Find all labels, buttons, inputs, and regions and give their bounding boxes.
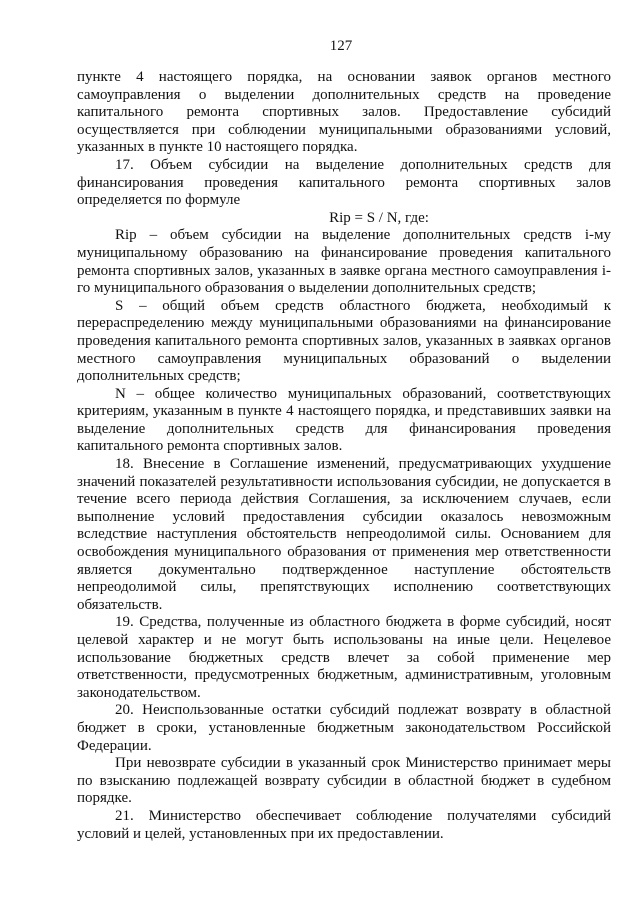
definition-rip: Rip – объем субсидии на выделение дополнительных средств i-му муниципальному образованию на финансирование проведения капитального ремонта спортивных залов, указанных в заявке органа местного самоуправления i-го муниципального образования о выделении дополнительных средств; [77, 227, 611, 297]
definition-s: S – общий объем средств областного бюджета, необходимый к перераспределению между муниципальными образованиями на финансирование проведения капитального ремонта спортивных залов, указанных в заявках органов местного самоуправления муниципальных образований о выделении дополнительных средств; [77, 297, 611, 385]
page-number: 127 [329, 38, 353, 54]
definition-n: N – общее количество муниципальных образований, соответствующих критериям, указанным в пункте 4 настоящего порядка, и представивших заявки на выделение дополнительных средств для финансирования проведения капитального ремонта спортивных залов. [77, 385, 611, 455]
formula: Rip = S / N, где: [329, 209, 429, 226]
paragraph-18: 18. Внесение в Соглашение изменений, предусматривающих ухудшение значений показателей результативности использования субсидии, не допускается в течение всего периода действия Соглашения, за исключением случаев, если выполнение условий предоставления субсидии оказалось невозможным вследствие наступления обстоятельств непреодолимой силы. Основанием для освобождения муниципального образования от применения мер ответственности является документально подтвержденное наступление обстоятельств непреодолимой силы, препятствующих исполнению соответствующих обязательств. [77, 456, 611, 613]
paragraph-17: 17. Объем субсидии на выделение дополнительных средств для финансирования проведения капитального ремонта спортивных залов определяется по формуле [77, 156, 611, 209]
paragraph-21: 21. Министерство обеспечивает соблюдение получателями субсидий условий и целей, установленных при их предоставлении. [77, 807, 611, 842]
paragraph-20-continuation: При невозврате субсидии в указанный срок Министерство принимает меры по взысканию подлежащей возврату субсидии в областной бюджет в судебном порядке. [77, 755, 611, 807]
paragraph-20: 20. Неиспользованные остатки субсидий подлежат возврату в областной бюджет в сроки, установленные бюджетным законодательством Российской Федерации. [77, 702, 611, 754]
paragraph-continuation: пункте 4 настоящего порядка, на основании заявок органов местного самоуправления о выделении дополнительных средств на проведение капитального ремонта спортивных залов. Предоставление субсидий осуществляется при соблюдении муниципальными образованиями условий, указанных в пункте 10 настоящего порядка. [77, 69, 611, 156]
paragraph-19: 19. Средства, полученные из областного бюджета в форме субсидий, носят целевой характер и не могут быть использованы на иные цели. Нецелевое использование бюджетных средств влечет за собой применение мер ответственности, предусмотренных бюджетным, административным, уголовным законодательством. [77, 614, 611, 701]
document-body [77, 69, 611, 843]
